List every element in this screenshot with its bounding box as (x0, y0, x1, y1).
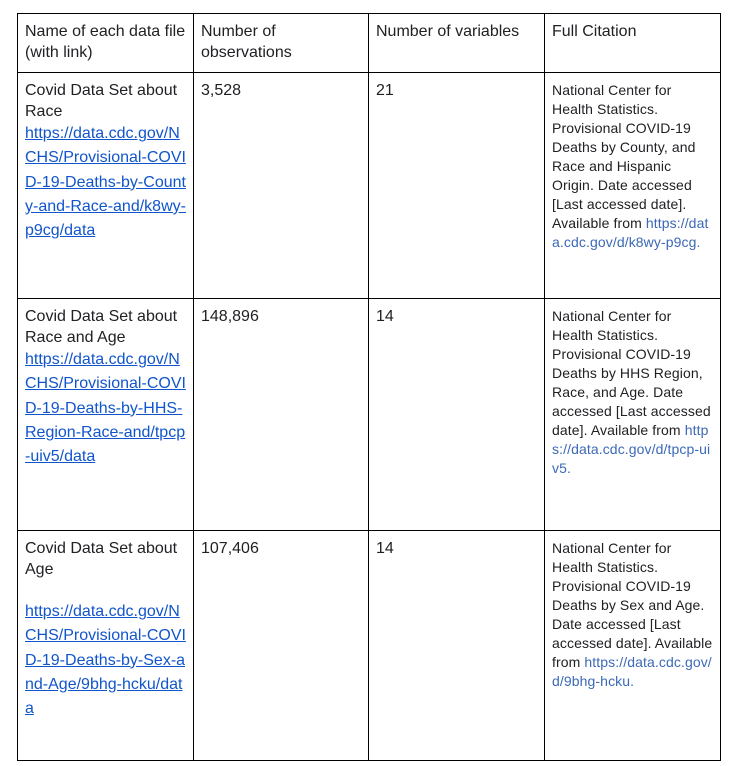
citation-link[interactable]: https://data.cdc.gov/d/tpcp-uiv5. (552, 422, 711, 476)
variables-value: 14 (376, 540, 394, 557)
dataset-link[interactable]: https://data.cdc.gov/NCHS/Provisional-COVID-19-Deaths-by-HHS-Region-Race-and/tpcp-uiv5/data (25, 351, 186, 465)
variables-value: 21 (376, 82, 394, 99)
name-cell (18, 299, 194, 531)
header-cell-name (18, 14, 194, 73)
variables-value: 14 (376, 308, 394, 325)
header-row (18, 14, 721, 73)
table-row (18, 299, 721, 531)
observations-cell (194, 531, 369, 761)
name-cell (18, 531, 194, 761)
header-cell-observations (194, 14, 369, 73)
citation-cell (545, 73, 721, 299)
dataset-name: Covid Data Set about Race (25, 82, 178, 120)
table-row (18, 73, 721, 299)
observations-value: 107,406 (201, 540, 259, 557)
header-cell-variables (369, 14, 545, 73)
observations-cell (194, 299, 369, 531)
header-observations: Number of observations (201, 23, 292, 61)
header-citation: Full Citation (552, 23, 637, 40)
observations-cell (194, 73, 369, 299)
spacer (25, 580, 186, 600)
data-files-table (17, 13, 721, 761)
dataset-name: Covid Data Set about Race and Age (25, 308, 178, 346)
citation-cell (545, 299, 721, 531)
header-name: Name of each data file (with link) (25, 23, 186, 61)
name-cell (18, 73, 194, 299)
dataset-link[interactable]: https://data.cdc.gov/NCHS/Provisional-COVID-19-Deaths-by-Sex-and-Age/9bhg-hcku/data (25, 603, 186, 717)
dataset-name: Covid Data Set about Age (25, 540, 178, 578)
citation-cell (545, 531, 721, 761)
citation-text: National Center for Health Statistics. Provisional COVID-19 Deaths by County, and Race and Hispanic Origin. Date accessed [Last accessed date]. Available from (552, 82, 696, 231)
variables-cell (369, 531, 545, 761)
citation-link[interactable]: https://data.cdc.gov/d/9bhg-hcku. (552, 654, 712, 689)
observations-value: 3,528 (201, 82, 242, 99)
observations-value: 148,896 (201, 308, 259, 325)
variables-cell (369, 73, 545, 299)
citation-text: National Center for Health Statistics. Provisional COVID-19 Deaths by HHS Region, Race, and Age. Date accessed [Last accessed date]. Available from (552, 308, 711, 438)
citation-link[interactable]: https://data.cdc.gov/d/k8wy-p9cg. (552, 215, 709, 250)
dataset-link[interactable]: https://data.cdc.gov/NCHS/Provisional-COVID-19-Deaths-by-County-and-Race-and/k8wy-p9cg/data (25, 125, 186, 239)
variables-cell (369, 299, 545, 531)
header-cell-citation (545, 14, 721, 73)
table-row (18, 531, 721, 761)
citation-text: National Center for Health Statistics. Provisional COVID-19 Deaths by Sex and Age. Date accessed [Last accessed date]. Available from (552, 540, 713, 670)
header-variables: Number of variables (376, 23, 520, 40)
